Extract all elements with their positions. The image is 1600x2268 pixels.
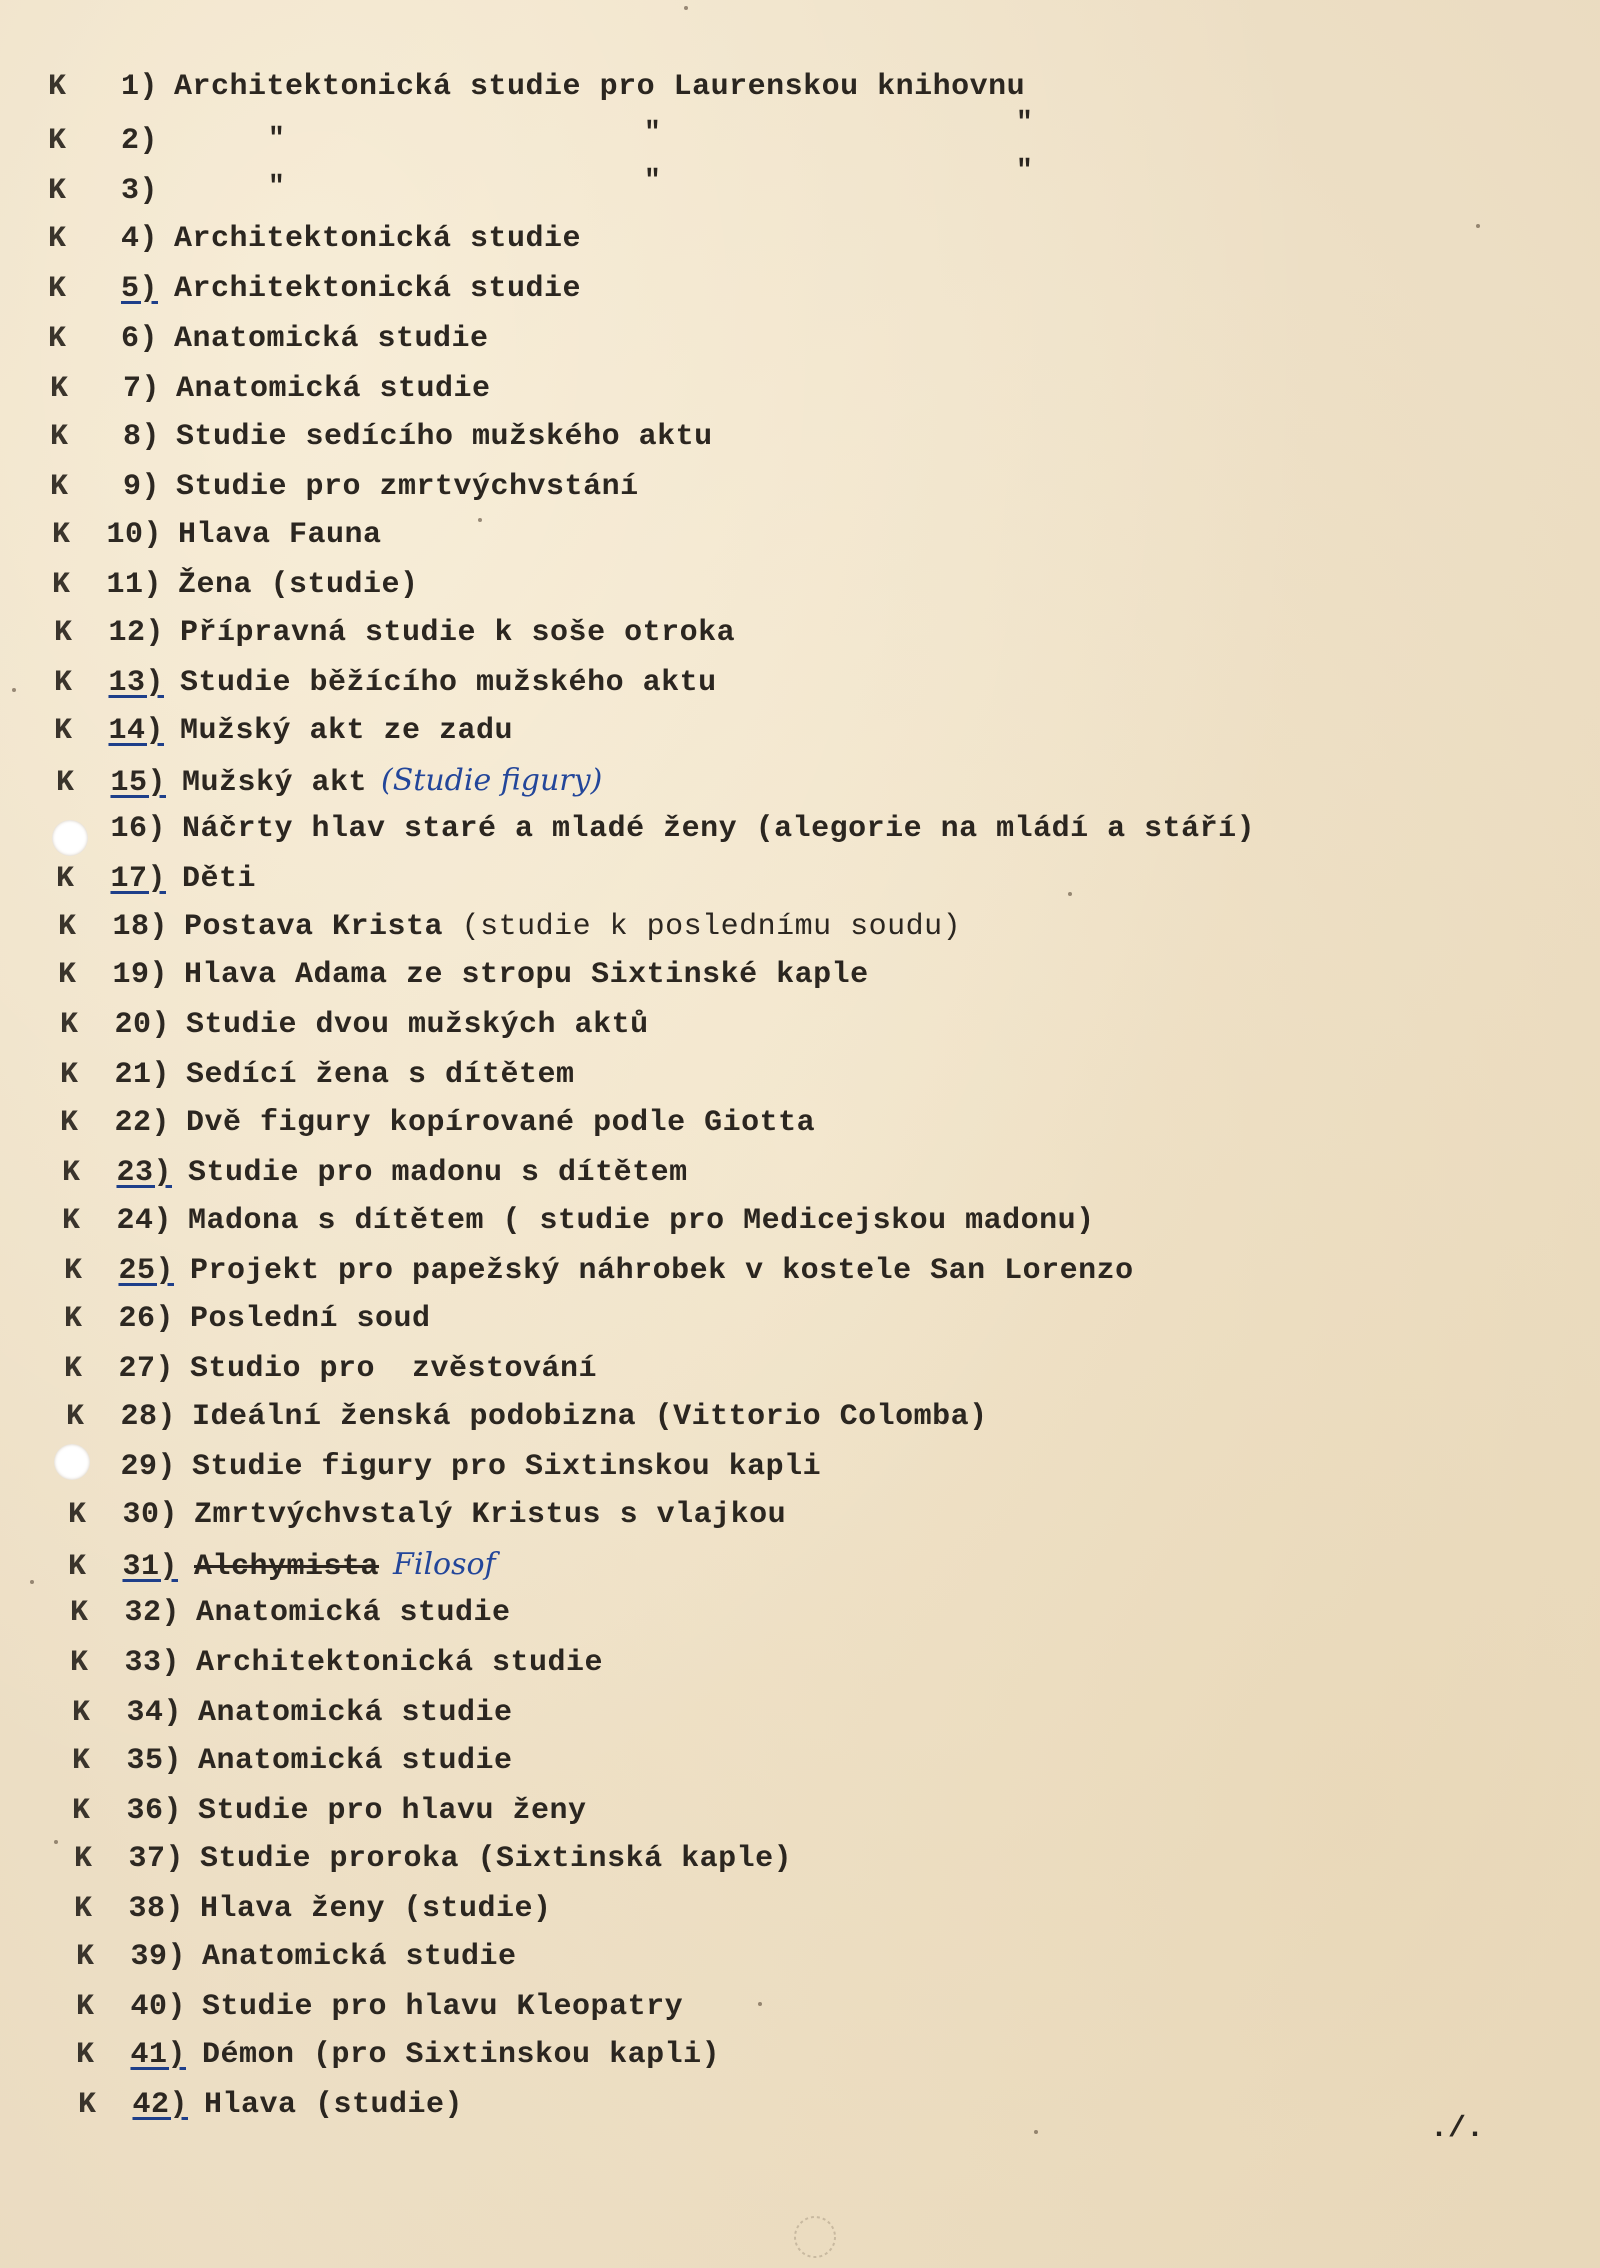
entry-prefix: K [48, 174, 67, 208]
entry-prefix: K [70, 1646, 89, 1680]
entry-prefix: K [76, 1940, 95, 1974]
entry-title: Studie pro zmrtvýchvstání [176, 470, 639, 504]
entry-prefix: K [78, 2088, 97, 2122]
entry-3 [48, 168, 174, 214]
paper-speck [478, 518, 482, 522]
entry-32 [70, 1590, 511, 1636]
entry-12 [54, 610, 735, 656]
entry-number: 39) [130, 1940, 186, 1974]
entry-26 [64, 1296, 431, 1342]
entry-prefix: K [68, 1550, 87, 1584]
entry-title: Architektonická studie [174, 222, 582, 256]
entry-prefix: K [48, 272, 67, 306]
ditto-mark: " [1016, 156, 1033, 187]
entry-title: Hlava ženy (studie) [200, 1892, 552, 1926]
entry-title: Architektonická studie [174, 272, 582, 306]
ditto-mark: " [268, 172, 285, 203]
entry-number: 4) [120, 222, 158, 256]
paper-speck [12, 688, 16, 692]
entry-prefix: K [74, 1842, 93, 1876]
entry-title: Ideální ženská podobizna (Vittorio Colomba) [192, 1400, 988, 1434]
entry-title: Studio pro zvěstování [190, 1352, 598, 1386]
entry-title: Studie dvou mužských aktů [186, 1008, 649, 1042]
paper-speck [54, 1840, 58, 1844]
entry-30 [68, 1492, 786, 1538]
entry-number: 25) [118, 1254, 174, 1288]
entry-title: Architektonická studie pro Laurenskou knihovnu [174, 70, 1026, 104]
entry-number: 28) [120, 1400, 176, 1434]
entry-title: Architektonická studie [196, 1646, 604, 1680]
entry-number: 6) [120, 322, 158, 356]
paper-speck [758, 2002, 762, 2006]
entry-7 [50, 366, 491, 412]
faint-stamp [770, 2212, 860, 2262]
entry-title: Projekt pro papežský náhrobek v kostele San Lorenzo [190, 1254, 1134, 1288]
entry-5 [48, 266, 581, 312]
entry-4 [48, 216, 581, 262]
entry-number: 29) [120, 1450, 176, 1484]
entry-9 [50, 464, 639, 510]
entry-prefix: K [50, 420, 69, 454]
paper-speck [1476, 224, 1480, 228]
entry-31 [68, 1542, 496, 1588]
entry-10 [52, 512, 382, 558]
entry-number: 14) [108, 714, 164, 748]
entry-title: Anatomická studie [202, 1940, 517, 1974]
entry-prefix: K [56, 862, 75, 896]
ditto-mark: " [1016, 108, 1033, 139]
entry-34 [72, 1690, 513, 1736]
entry-prefix: K [60, 1058, 79, 1092]
entry-title: Studie pro hlavu Kleopatry [202, 1990, 684, 2024]
entry-15 [56, 758, 602, 804]
entry-title: Madona s dítětem ( studie pro Medicejskou madonu) [188, 1204, 1095, 1238]
entry-title: Sedící žena s dítětem [186, 1058, 575, 1092]
entry-title: Náčrty hlav staré a mladé ženy (alegorie na mládí a stáří) [182, 812, 1256, 846]
entry-21 [60, 1052, 575, 1098]
page-continuation-mark: ./. [1430, 2112, 1485, 2146]
entry-number: 7) [122, 372, 160, 406]
entry-prefix: K [62, 1204, 81, 1238]
entry-number: 34) [126, 1696, 182, 1730]
entry-27 [64, 1346, 597, 1392]
entry-prefix: K [58, 958, 77, 992]
entry-number: 17) [110, 862, 166, 896]
entry-19 [58, 952, 869, 998]
entry-prefix: K [48, 322, 67, 356]
entry-title: Děti [182, 862, 257, 896]
entry-40 [76, 1984, 683, 2030]
entry-number: 12) [108, 616, 164, 650]
entry-prefix: K [64, 1302, 83, 1336]
entry-13 [54, 660, 717, 706]
entry-number: 36) [126, 1794, 182, 1828]
entry-prefix: K [52, 568, 71, 602]
entry-title: Studie pro madonu s dítětem [188, 1156, 688, 1190]
entry-number: 26) [118, 1302, 174, 1336]
entry-number: 19) [112, 958, 168, 992]
entry-title: Hlava Fauna [178, 518, 382, 552]
entry-number: 35) [126, 1744, 182, 1778]
entry-prefix: K [56, 766, 75, 800]
entry-title: Hlava (studie) [204, 2088, 464, 2122]
entry-41 [76, 2032, 720, 2078]
entry-1 [48, 64, 1025, 110]
entry-prefix: K [72, 1744, 91, 1778]
entry-title: Anatomická studie [196, 1596, 511, 1630]
entry-prefix: K [68, 1498, 87, 1532]
entry-number: 31) [122, 1550, 178, 1584]
entry-prefix: K [66, 1400, 85, 1434]
entry-number: 32) [124, 1596, 180, 1630]
paper-speck [684, 6, 688, 10]
entry-37 [74, 1836, 792, 1882]
entry-number: 8) [122, 420, 160, 454]
punch-hole [52, 820, 88, 856]
entry-title: Hlava Adama ze stropu Sixtinské kaple [184, 958, 869, 992]
entry-number: 23) [116, 1156, 172, 1190]
entry-number: 13) [108, 666, 164, 700]
entry-title: Mužský akt [182, 766, 368, 800]
entry-number: 11) [106, 568, 162, 602]
entry-35 [72, 1738, 513, 1784]
entry-38 [74, 1886, 552, 1932]
entry-number: 38) [128, 1892, 184, 1926]
entry-prefix: K [76, 1990, 95, 2024]
entry-prefix: K [72, 1794, 91, 1828]
entry-number: 16) [110, 812, 166, 846]
entry-prefix: K [76, 2038, 95, 2072]
entry-33 [70, 1640, 603, 1686]
entry-number: 27) [118, 1352, 174, 1386]
entry-number: 37) [128, 1842, 184, 1876]
entry-prefix: K [50, 470, 69, 504]
entry-prefix: K [54, 666, 73, 700]
entry-title: Zmrtvýchvstalý Kristus s vlajkou [194, 1498, 787, 1532]
entry-number: 22) [114, 1106, 170, 1140]
entry-note: (studie k poslednímu soudu) [461, 910, 962, 944]
entry-number: 2) [120, 124, 158, 158]
entry-25 [64, 1248, 1134, 1294]
entry-prefix: K [62, 1156, 81, 1190]
entry-title: Studie sedícího mužského aktu [176, 420, 713, 454]
entry-prefix: K [54, 616, 73, 650]
entry-title: Dvě figury kopírované podle Giotta [186, 1106, 816, 1140]
entry-42 [78, 2082, 463, 2128]
entry-title: Studie pro hlavu ženy [198, 1794, 587, 1828]
handwritten-annotation: Filosof [393, 1547, 496, 1582]
entry-number: 30) [122, 1498, 178, 1532]
paper-speck [1068, 892, 1072, 896]
entry-title: Postava Krista [184, 910, 444, 944]
entry-number: 10) [106, 518, 162, 552]
entry-prefix: K [64, 1352, 83, 1386]
entry-prefix: K [74, 1892, 93, 1926]
entry-title: Anatomická studie [198, 1696, 513, 1730]
entry-number: 18) [112, 910, 168, 944]
entry-18 [58, 904, 961, 950]
entry-number: 41) [130, 2038, 186, 2072]
entry-number: 42) [132, 2088, 188, 2122]
entry-prefix: K [72, 1696, 91, 1730]
ditto-mark: " [644, 166, 661, 197]
entry-22 [60, 1100, 815, 1146]
paper-speck [1034, 2130, 1038, 2134]
entry-title: Žena (studie) [178, 568, 419, 602]
entry-number: 1) [120, 70, 158, 104]
entry-title: Alchymista [194, 1550, 380, 1584]
entry-title: Poslední soud [190, 1302, 431, 1336]
entry-number: 21) [114, 1058, 170, 1092]
entry-title: Studie figury pro Sixtinskou kapli [192, 1450, 822, 1484]
entry-number: 40) [130, 1990, 186, 2024]
entry-title: Anatomická studie [198, 1744, 513, 1778]
entry-title: Anatomická studie [174, 322, 489, 356]
entry-prefix: K [54, 714, 73, 748]
entry-title: Anatomická studie [176, 372, 491, 406]
entry-prefix: K [48, 222, 67, 256]
entry-14 [54, 708, 513, 754]
entry-number: 3) [120, 174, 158, 208]
entry-title: Démon (pro Sixtinskou kapli) [202, 2038, 721, 2072]
entry-prefix: K [48, 70, 67, 104]
entry-title: Studie běžícího mužského aktu [180, 666, 717, 700]
entry-number: 5) [120, 272, 158, 306]
entry-prefix: K [70, 1596, 89, 1630]
entry-title: Přípravná studie k soše otroka [180, 616, 736, 650]
handwritten-annotation: (Studie figury) [381, 763, 603, 798]
entry-23 [62, 1150, 688, 1196]
entry-17 [56, 856, 256, 902]
entry-24 [62, 1198, 1095, 1244]
entry-prefix: K [64, 1254, 83, 1288]
punch-hole [54, 1444, 90, 1480]
entry-prefix: K [60, 1106, 79, 1140]
entry-prefix: K [50, 372, 69, 406]
entry-16 [56, 806, 1255, 852]
entry-prefix: K [60, 1008, 79, 1042]
entry-prefix: K [48, 124, 67, 158]
ditto-mark: " [644, 118, 661, 149]
entry-20 [60, 1002, 649, 1048]
entry-title: Studie proroka (Sixtinská kaple) [200, 1842, 793, 1876]
entry-title: Mužský akt ze zadu [180, 714, 514, 748]
entry-6 [48, 316, 489, 362]
entry-prefix: K [58, 910, 77, 944]
entry-11 [52, 562, 419, 608]
paper-speck [30, 1580, 34, 1584]
entry-number: 24) [116, 1204, 172, 1238]
entry-number: 15) [110, 766, 166, 800]
entry-2 [48, 118, 174, 164]
entry-8 [50, 414, 713, 460]
entry-28 [66, 1394, 988, 1440]
entry-number: 20) [114, 1008, 170, 1042]
entry-36 [72, 1788, 587, 1834]
entry-number: 33) [124, 1646, 180, 1680]
ditto-mark: " [268, 124, 285, 155]
entry-prefix: K [52, 518, 71, 552]
entry-39 [76, 1934, 517, 1980]
entry-number: 9) [122, 470, 160, 504]
entry-29 [66, 1444, 821, 1490]
